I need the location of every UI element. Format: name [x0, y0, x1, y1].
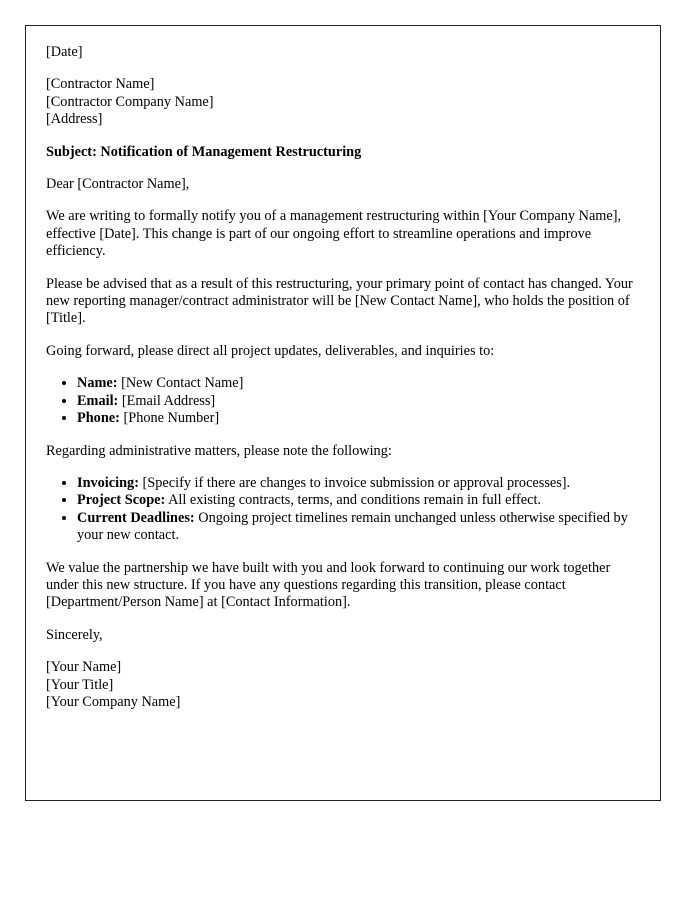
- list-item: [77, 492, 635, 509]
- list-item-value: [Specify if there are changes to invoice submission or approval processes].: [142, 474, 571, 491]
- closing-salutation: Sincerely,: [46, 626, 103, 643]
- document-page-frame: [25, 25, 661, 801]
- list-item-label: Current Deadlines:: [77, 509, 195, 526]
- signature-block: [46, 659, 635, 711]
- administrative-notes-list: [46, 475, 635, 545]
- new-contact-list: [46, 375, 635, 427]
- list-item-label: Project Scope:: [77, 492, 166, 509]
- list-item-label: Phone:: [77, 410, 120, 427]
- recipient-address: [Address]: [46, 111, 103, 128]
- recipient-name: [Contractor Name]: [46, 76, 155, 93]
- list-item-value: [Phone Number]: [123, 410, 220, 427]
- list-item-value: Ongoing project timelines remain unchanged unless otherwise specified by your new contact.: [77, 509, 628, 544]
- paragraph-closing-remarks: We value the partnership we have built with you and look forward to continuing our work together under this new structure. If you have any questions regarding this transition, please contact [Department/Person Name] at [Contact Information].: [46, 559, 611, 611]
- list-item-label: Email:: [77, 392, 119, 409]
- salutation: Dear [Contractor Name],: [46, 176, 190, 193]
- recipient-company: [Contractor Company Name]: [46, 93, 214, 110]
- list-item: [77, 510, 635, 545]
- recipient-address-block: [46, 76, 635, 128]
- list-item: [77, 410, 635, 427]
- list-item-label: Name:: [77, 375, 118, 392]
- letter-date: [Date]: [46, 44, 83, 60]
- subject-line: Subject: Notification of Management Restructuring: [46, 143, 362, 160]
- signature-name: [Your Name]: [46, 659, 122, 676]
- paragraph-contact-change: Please be advised that as a result of this restructuring, your primary point of contact has changed. Your new reporting manager/contract administrator will be [New Contact Name], who holds the position of [Title].: [46, 275, 633, 327]
- letter-body: [46, 44, 635, 711]
- list-item: [77, 393, 635, 410]
- signature-title: [Your Title]: [46, 676, 114, 693]
- paragraph-administrative-matters: Regarding administrative matters, please note the following:: [46, 442, 392, 459]
- list-item-value: All existing contracts, terms, and conditions remain in full effect.: [168, 492, 542, 509]
- list-item-value: [New Contact Name]: [121, 375, 244, 392]
- list-item: [77, 475, 635, 492]
- signature-company: [Your Company Name]: [46, 693, 181, 710]
- paragraph-direct-inquiries: Going forward, please direct all project updates, deliverables, and inquiries to:: [46, 342, 495, 359]
- list-item: [77, 375, 635, 392]
- paragraph-restructuring-notice: We are writing to formally notify you of a management restructuring within [Your Company Name], effective [Date]. This change is part of our ongoing effort to streamline operations and improve efficiency.: [46, 208, 622, 260]
- list-item-label: Invoicing:: [77, 474, 139, 491]
- list-item-value: [Email Address]: [121, 392, 216, 409]
